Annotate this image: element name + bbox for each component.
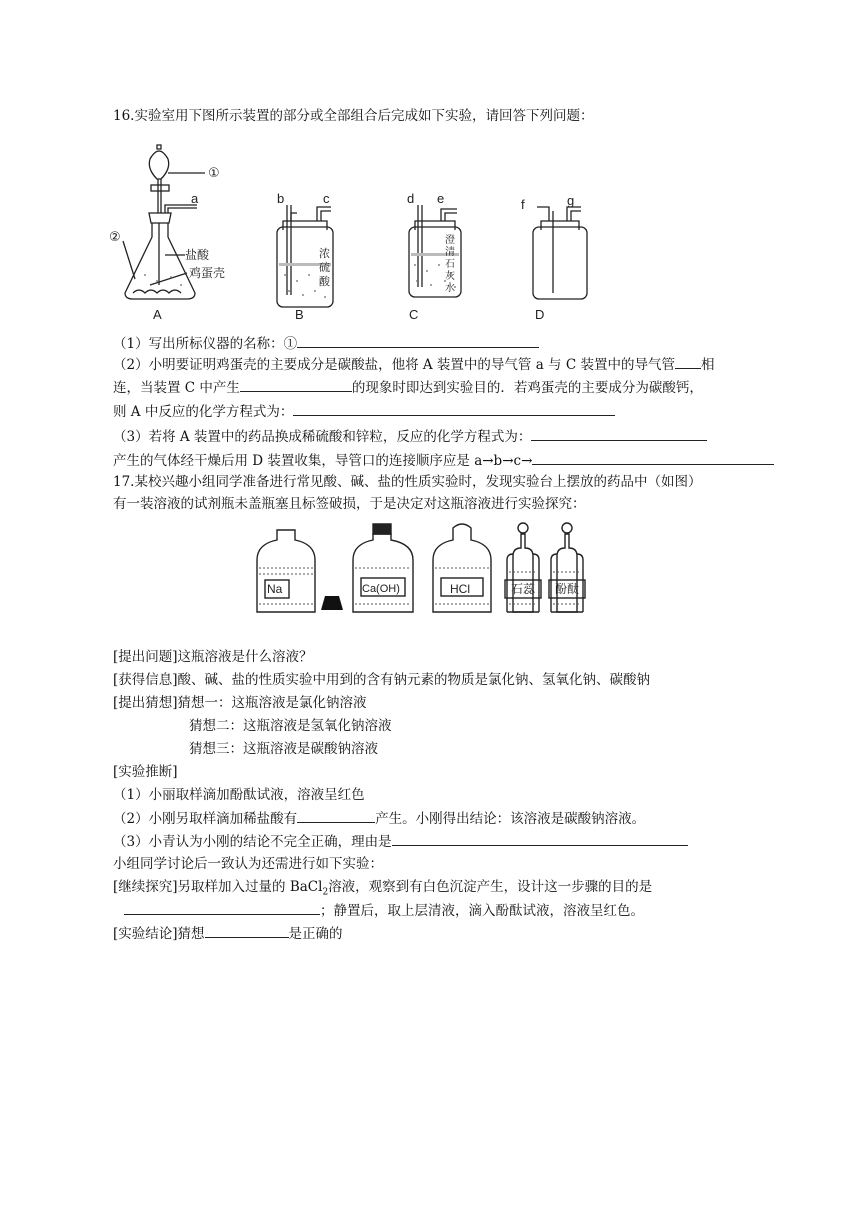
q16-part1 <box>113 333 539 354</box>
q16-part2-text3: 的现象时即达到实验目的．若鸡蛋壳的主要成分为碳酸钙， <box>351 380 703 396</box>
label-hcl-bottle: HCl <box>450 582 470 596</box>
q17-step3-text: （3）小青认为小刚的结论不完全正确，理由是 <box>113 834 392 850</box>
q17-continue-text: [继续探究]另取样加入过量的 BaCl <box>113 879 323 895</box>
caption-a: A <box>153 307 162 322</box>
label-eggshell: 鸡蛋壳 <box>189 266 226 280</box>
q16-part2-text2: 连，当装置 C 中产生 <box>113 380 240 396</box>
label-c: c <box>323 191 330 206</box>
label-lime5: 水 <box>445 283 455 294</box>
q17-guess3: 猜想三：这瓶溶液是碳酸钠溶液 <box>189 741 378 757</box>
q17-continue-text2: 溶液，观察到有白色沉淀产生，设计这一步骤的目的是 <box>328 879 653 895</box>
q17-step2-text: （2）小刚另取样滴加稀盐酸有 <box>113 811 298 827</box>
q16-part2-text4: 则 A 中反应的化学方程式为： <box>113 404 294 420</box>
q16-part2-end: 相 <box>700 357 715 373</box>
label-f: f <box>521 197 525 212</box>
reagent-bottles-figure <box>255 520 605 618</box>
answer-blank-reason[interactable] <box>392 831 688 846</box>
q16-part2-line2 <box>113 377 703 398</box>
label-circle2: ② <box>109 229 121 244</box>
q16-part3-text: （3）若将 A 装置中的药品换成稀硫酸和锌粒，反应的化学方程式为： <box>113 429 532 445</box>
answer-blank-instrument[interactable] <box>297 333 539 348</box>
q16-part3-text2: 产生的气体经干燥后用 D 装置收集，导管口的连接顺序应是 a→b→c→ <box>113 453 533 469</box>
q16-part1-text: （1）写出所标仪器的名称：① <box>113 336 298 352</box>
label-lime3: 石 <box>445 259 455 270</box>
label-lime4: 灰 <box>445 271 455 282</box>
apparatus-figure <box>105 135 605 325</box>
q17-infer: [实验推断] <box>113 764 178 780</box>
answer-blank-phenomenon[interactable] <box>240 377 352 392</box>
q17-guess1: [提出猜想]猜想一：这瓶溶液是氯化钠溶液 <box>113 695 367 711</box>
q17-step1: （1）小丽取样滴加酚酞试液，溶液呈红色 <box>113 787 365 803</box>
q17-intro2: 有一装溶液的试剂瓶未盖瓶塞且标签破损，于是决定对这瓶溶液进行实验探究： <box>113 496 586 512</box>
q16-intro: 16.实验室用下图所示装置的部分或全部组合后完成如下实验，请回答下列问题： <box>113 108 594 124</box>
label-litmus: 石蕊 <box>511 582 536 596</box>
answer-blank-purpose[interactable] <box>124 900 320 915</box>
label-phenolphthalein: 酚酞 <box>555 582 580 596</box>
caption-c: C <box>409 307 419 322</box>
label-conc1: 浓 <box>319 248 330 260</box>
caption-b: B <box>295 307 304 322</box>
answer-blank-tube[interactable] <box>675 354 701 369</box>
label-lime1: 澄 <box>445 235 455 246</box>
label-na: Na <box>267 582 283 596</box>
label-conc3: 酸 <box>319 276 330 288</box>
answer-blank-equation-zn[interactable] <box>531 426 707 441</box>
q16-part2-line1 <box>113 354 714 375</box>
q17-step3 <box>113 831 688 852</box>
answer-blank-guess[interactable] <box>205 923 289 938</box>
label-a: a <box>191 191 199 206</box>
q17-continue-line2 <box>124 900 644 921</box>
q16-part3-line2 <box>113 450 774 471</box>
label-lime2: 清 <box>445 247 455 258</box>
label-hcl: 盐酸 <box>185 248 210 262</box>
q17-conclusion-text: [实验结论]猜想 <box>113 926 205 942</box>
label-g: g <box>567 193 575 208</box>
q16-part2-line3 <box>113 401 615 422</box>
q17-continue <box>113 877 652 903</box>
q17-step2 <box>113 808 645 829</box>
q16-part3-line1 <box>113 426 707 447</box>
answer-blank-gas[interactable] <box>297 808 375 823</box>
label-b: b <box>277 191 285 206</box>
q17-guess2: 猜想二：这瓶溶液是氢氧化钠溶液 <box>189 718 392 734</box>
answer-blank-equation-a[interactable] <box>293 401 615 416</box>
label-circle1: ① <box>208 165 220 180</box>
q17-conclusion <box>113 923 343 944</box>
label-e: e <box>437 191 445 206</box>
subscript-2: 2 <box>322 887 329 898</box>
q17-discuss: 小组同学讨论后一致认为还需进行如下实验： <box>113 856 383 872</box>
answer-blank-order[interactable] <box>532 450 774 465</box>
q17-step2-text2: 产生。小刚得出结论：该溶液是碳酸钠溶液。 <box>375 811 646 827</box>
label-conc2: 硫 <box>319 262 330 274</box>
q17-conclusion-text2: 是正确的 <box>288 926 343 942</box>
label-caoh: Ca(OH) <box>362 583 400 595</box>
caption-d: D <box>535 307 545 322</box>
q17-intro1: 17.某校兴趣小组同学准备进行常见酸、碱、盐的性质实验时，发现实验台上摆放的药品中（如图） <box>113 474 702 490</box>
q17-info: [获得信息]酸、碱、盐的性质实验中用到的含有钠元素的物质是氯化钠、氢氧化钠、碳酸钠 <box>113 672 651 688</box>
label-d: d <box>407 191 415 206</box>
q16-part2-text: （2）小明要证明鸡蛋壳的主要成分是碳酸盐，他将 A 装置中的导气管 a 与 C 装置中的导气管 <box>113 357 675 373</box>
q17-continue-text3: ；静置后，取上层清液，滴入酚酞试液，溶液呈红色。 <box>320 903 644 919</box>
q17-question: [提出问题]这瓶溶液是什么溶液？ <box>113 649 313 665</box>
